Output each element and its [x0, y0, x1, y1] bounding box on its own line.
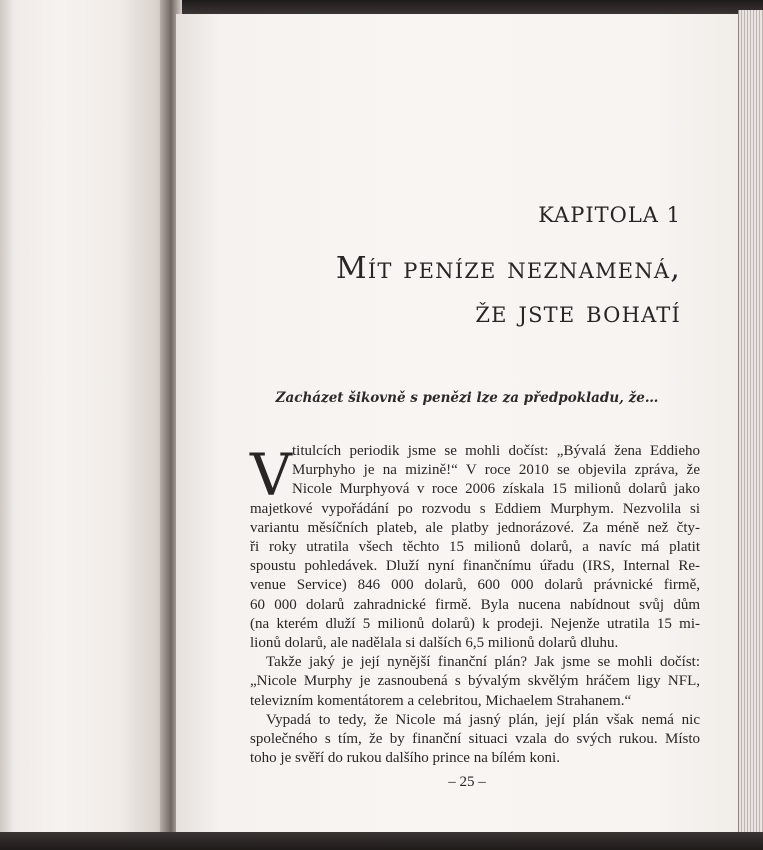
body-line: „Nicole Murphy je zasnoubená s bývalým skvělým hráčem ligy NFL,: [250, 673, 700, 690]
epigraph: Zacházet šikovně s penězi lze za předpokladu, že…: [275, 390, 659, 406]
chapter-label: KAPITOLA 1: [538, 203, 681, 227]
body-line: toho je svěří do rukou dalšího prince na bílém koni.: [250, 750, 560, 767]
background-bottom: [0, 832, 763, 850]
chapter-title-line-1: Mít peníze neznamená,: [335, 251, 681, 286]
body-line: 60 000 dolarů zahradnické firmě. Byla nucena nabídnout svůj dům: [250, 596, 700, 613]
drop-cap: V: [250, 441, 292, 509]
page-edges: [738, 10, 763, 838]
body-line: Takže jaký je její nynější finanční plán? Jak jsme se mohli dočíst:: [266, 654, 700, 671]
chapter-title: [201, 247, 681, 335]
body-text: [250, 442, 700, 768]
page-number: – 25 –: [448, 774, 486, 790]
body-line: ři roky utratila všech těchto 15 milionů dolarů, a navíc má platit: [250, 539, 700, 556]
body-line: Vypadá to tedy, že Nicole má jasný plán, její plán však nemá nic: [266, 711, 700, 728]
body-line: (na kterém dluží 5 milionů dolarů) k prodeji. Nejenže utratila 15 mi-: [250, 615, 700, 632]
body-line: titulcích periodik jsme se mohli dočíst: „Bývalá žena Eddieho: [292, 443, 700, 459]
body-line: majetkové vypořádání po rozvodu s Eddiem Murphym. Nezvolila si: [250, 500, 700, 517]
chapter-title-line-2: že jste bohatí: [475, 295, 681, 330]
body-line: společného s tím, že by finanční situaci vzala do svých rukou. Místo: [250, 731, 700, 748]
body-line: venue Service) 846 000 dolarů, 600 000 dolarů právnické firmě,: [250, 577, 700, 594]
left-page: [0, 0, 170, 850]
body-line: televizním komentátorem a celebritou, Michaelem Strahanem.“: [250, 692, 632, 709]
body-line: lionů dolarů, ale nadělala si dalších 6,5 milionů dolarů dluhu.: [250, 635, 619, 652]
body-line: spoustu pohledávek. Dluží nyní finančnímu úřadu (IRS, Internal Re-: [250, 558, 700, 575]
body-line: Nicole Murphyová v roce 2006 získala 15 milionů dolarů jako: [292, 481, 700, 498]
body-line: Murphyho je na mizině!“ V roce 2010 se objevila zpráva, že: [292, 462, 700, 479]
body-line: variantu měsíčních plateb, ale platby jednorázové. Za méně než čty-: [250, 519, 700, 536]
left-page-edge: [0, 0, 14, 850]
